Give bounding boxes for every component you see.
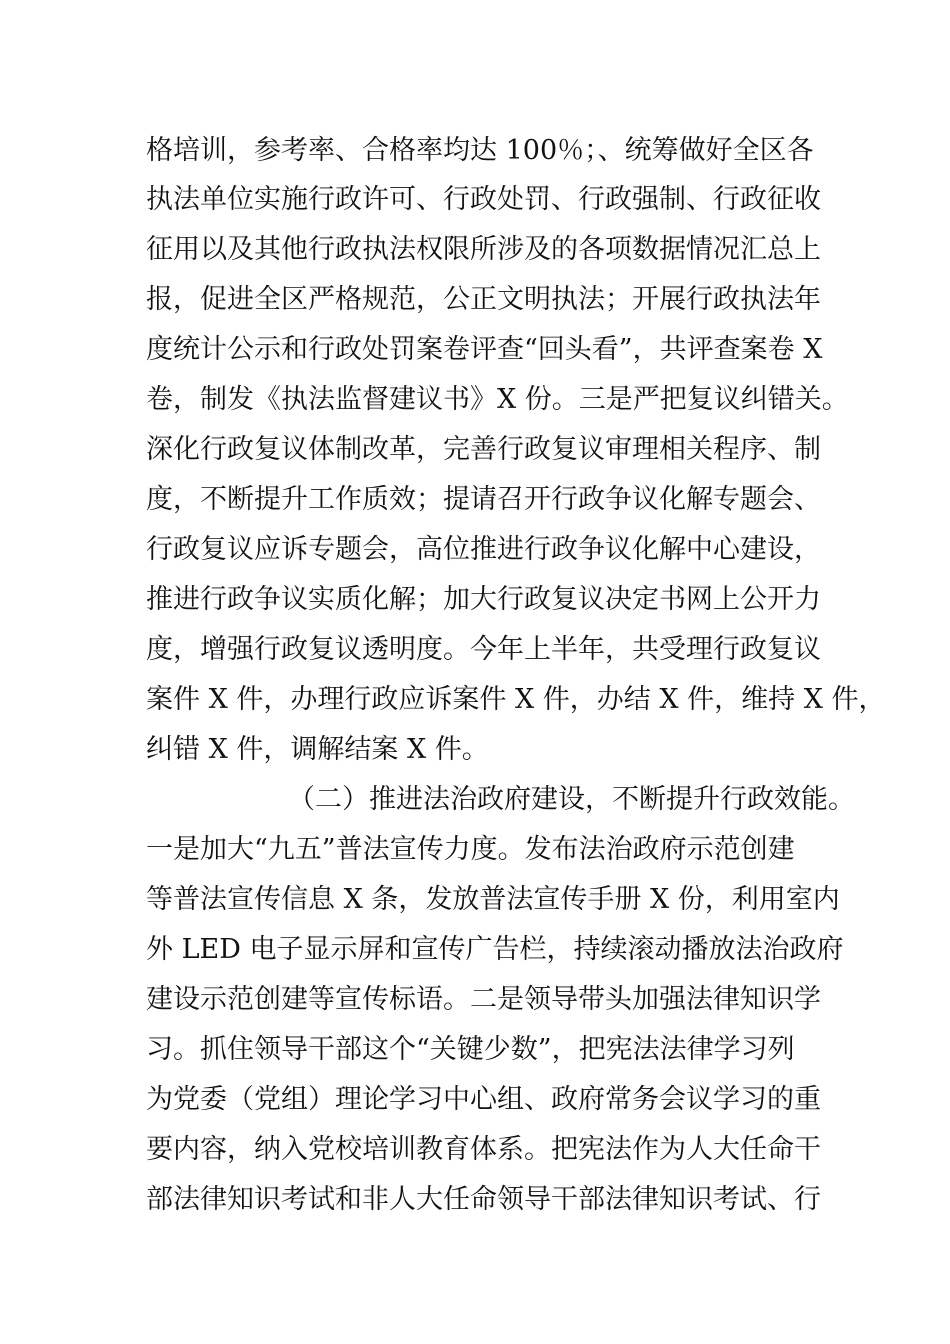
text-line-13: 纠错 X 件，调解结案 X 件。	[146, 734, 489, 765]
text-line-5: 度统计公示和行政处罚案卷评查“回头看”，共评查案卷 X	[146, 334, 823, 365]
text-line-11: 度，增强行政复议透明度。今年上半年，共受理行政复议	[146, 634, 821, 665]
section-heading: （二）推进法治政府建设，不断提升行政效能。	[288, 784, 855, 815]
text-line-21: 要内容，纳入党校培训教育体系。把宪法作为人大任命干	[146, 1134, 821, 1165]
text-line-6: 卷，制发《执法监督建议书》X 份。三是严把复议纠错关。	[146, 384, 849, 415]
text-line-17: 外 LED 电子显示屏和宣传广告栏，持续滚动播放法治政府	[146, 934, 844, 965]
text-line-7: 深化行政复议体制改革，完善行政复议审理相关程序、制	[146, 434, 821, 465]
text-line-1: 格培训，参考率、合格率均达 100％；、统筹做好全区各	[146, 135, 814, 166]
text-line-16: 等普法宣传信息 X 条，发放普法宣传手册 X 份，利用室内	[146, 884, 840, 915]
text-line-9: 行政复议应诉专题会，高位推进行政争议化解中心建设，	[146, 534, 821, 565]
text-line-3: 征用以及其他行政执法权限所涉及的各项数据情况汇总上	[146, 234, 821, 265]
text-line-2: 执法单位实施行政许可、行政处罚、行政强制、行政征收	[146, 184, 821, 215]
text-line-15: 一是加大“九五”普法宣传力度。发布法治政府示范创建	[146, 834, 795, 865]
text-line-22: 部法律知识考试和非人大任命领导干部法律知识考试、行	[146, 1184, 821, 1215]
text-line-20: 为党委（党组）理论学习中心组、政府常务会议学习的重	[146, 1084, 821, 1115]
text-line-19: 习。抓住领导干部这个“关键少数”，把宪法法律学习列	[146, 1034, 795, 1065]
text-line-10: 推进行政争议实质化解；加大行政复议决定书网上公开力	[146, 584, 821, 615]
text-line-12: 案件 X 件，办理行政应诉案件 X 件，办结 X 件，维持 X 件，	[146, 684, 886, 715]
text-line-4: 报，促进全区严格规范，公正文明执法；开展行政执法年	[146, 284, 821, 315]
text-line-18: 建设示范创建等宣传标语。二是领导带头加强法律知识学	[146, 984, 821, 1015]
text-line-8: 度，不断提升工作质效；提请召开行政争议化解专题会、	[146, 484, 821, 515]
